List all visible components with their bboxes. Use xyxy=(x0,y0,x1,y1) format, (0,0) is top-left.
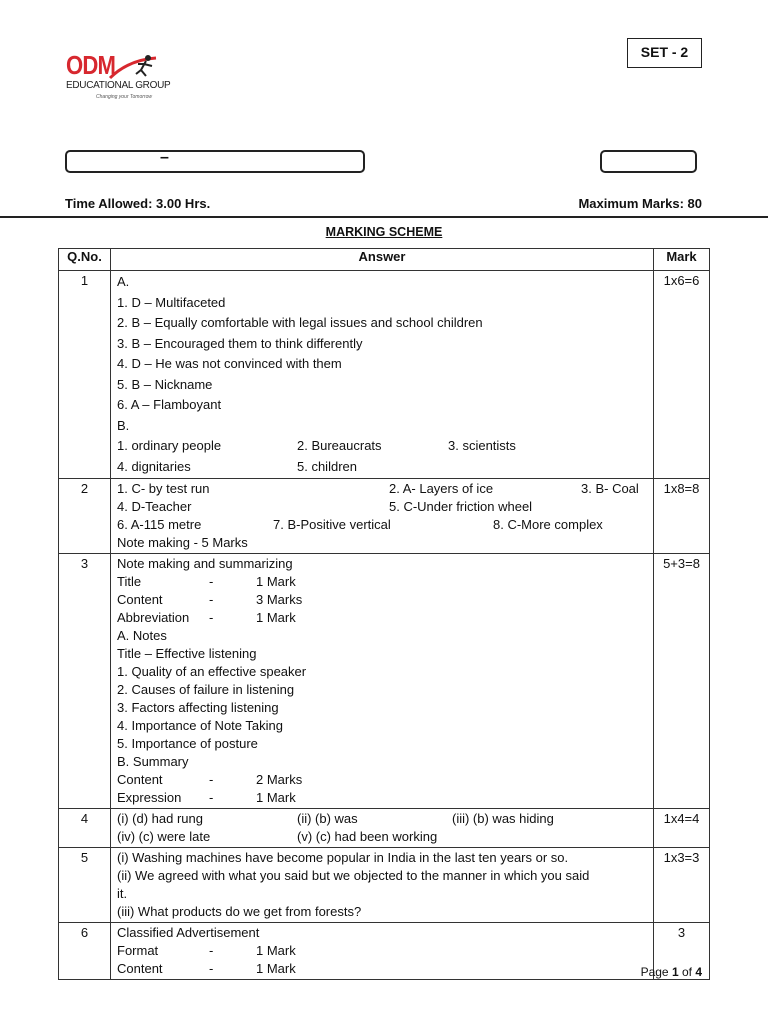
answer-cell xyxy=(111,271,654,479)
marks-dash: - xyxy=(209,772,214,787)
header-answer: Answer xyxy=(111,249,654,271)
marks-dash: - xyxy=(209,943,214,958)
answer-line xyxy=(117,828,647,846)
qno-cell: 2 xyxy=(59,479,111,554)
marks-value: 1 Mark xyxy=(256,943,296,958)
mark-cell: 5+3=8 xyxy=(654,554,710,809)
marks-label: Content xyxy=(117,592,163,607)
marks-value: 1 Mark xyxy=(256,790,296,805)
marks-dash: - xyxy=(209,961,214,976)
marks-dash: - xyxy=(209,610,214,625)
marks-label: Content xyxy=(117,772,163,787)
answer-item: (i) (d) had rung xyxy=(117,811,203,826)
answer-line xyxy=(117,436,647,457)
subject-box xyxy=(65,150,365,173)
qno-cell: 6 xyxy=(59,923,111,980)
marks-line xyxy=(117,942,647,960)
mark-cell: 1x3=3 xyxy=(654,848,710,923)
marks-value: 3 Marks xyxy=(256,592,303,607)
page-current: 1 xyxy=(671,965,679,979)
qno-cell: 3 xyxy=(59,554,111,809)
table-row xyxy=(59,479,710,554)
marks-label: Content xyxy=(117,961,163,976)
answer-line xyxy=(117,480,647,498)
maximum-marks: Maximum Marks: 80 xyxy=(578,196,702,211)
answer-line: B. xyxy=(117,417,130,433)
answer-line: (iii) What products do we get from forests? xyxy=(117,904,362,919)
marks-value: 1 Mark xyxy=(256,610,296,625)
mark-cell: 1x6=6 xyxy=(654,271,710,479)
answer-item: 7. B-Positive vertical xyxy=(273,517,391,532)
runner-logo-icon xyxy=(108,52,160,82)
table-row xyxy=(59,554,710,809)
page-number xyxy=(641,965,702,979)
answer-item: 2. A- Layers of ice xyxy=(389,481,494,496)
answer-line: it. xyxy=(117,886,128,901)
marks-line xyxy=(117,609,647,627)
qno-cell: 4 xyxy=(59,809,111,848)
answer-line: 4. Importance of Note Taking xyxy=(117,718,283,733)
answer-cell xyxy=(111,809,654,848)
answer-line xyxy=(117,516,647,534)
answer-line: 1. Quality of an effective speaker xyxy=(117,664,307,679)
answer-line: A. Notes xyxy=(117,628,167,643)
answer-line: A. xyxy=(117,274,130,289)
answer-line: 1. D – Multifaceted xyxy=(117,294,226,310)
header-mark: Mark xyxy=(654,249,710,271)
answer-line: 4. D – He was not convinced with them xyxy=(117,356,342,371)
answer-line: Note making - 5 Marks xyxy=(117,535,248,550)
table-row xyxy=(59,271,710,479)
page-prefix: Page xyxy=(640,965,672,979)
divider xyxy=(0,216,768,218)
answer-line: 2. B – Equally comfortable with legal issues and school children xyxy=(117,315,483,330)
marks-label: Expression xyxy=(117,790,182,805)
qno-cell: 1 xyxy=(59,271,111,479)
answer-cell xyxy=(111,479,654,554)
marks-label: Abbreviation xyxy=(117,610,190,625)
answer-item: 1. C- by test run xyxy=(117,481,210,496)
marks-line xyxy=(117,960,647,978)
answer-item: 3. B- Coal xyxy=(581,481,639,496)
mark-cell: 1x8=8 xyxy=(654,479,710,554)
table-row xyxy=(59,848,710,923)
table-row xyxy=(59,923,710,980)
answer-item: 6. A-115 metre xyxy=(117,517,202,532)
answer-item: (iii) (b) was hiding xyxy=(452,811,554,826)
answer-item: 2. Bureaucrats xyxy=(297,438,382,453)
mark-cell: 1x4=4 xyxy=(654,809,710,848)
answer-line: 5. Importance of posture xyxy=(117,736,258,751)
marks-dash: - xyxy=(209,790,214,805)
answer-line: 2. Causes of failure in listening xyxy=(117,682,295,697)
qno-cell: 5 xyxy=(59,848,111,923)
answer-item: (v) (c) had been working xyxy=(297,829,438,844)
time-allowed: Time Allowed: 3.00 Hrs. xyxy=(65,196,211,211)
answer-item: 4. dignitaries xyxy=(117,458,191,474)
answer-line: (i) Washing machines have become popular in India in the last ten years or so. xyxy=(117,850,569,865)
marks-line xyxy=(117,573,647,591)
answer-line: B. Summary xyxy=(117,754,189,769)
logo-text: ODM xyxy=(66,50,116,80)
answer-item: 8. C-More complex xyxy=(493,517,603,532)
marks-dash: - xyxy=(209,574,214,589)
table-header-row xyxy=(59,249,710,271)
answer-line: Classified Advertisement xyxy=(117,925,260,940)
answer-line xyxy=(117,457,647,478)
answer-line: Title – Effective listening xyxy=(117,646,257,661)
answer-item: 1. ordinary people xyxy=(117,438,222,453)
header-qno: Q.No. xyxy=(59,249,111,271)
answer-line: Note making and summarizing xyxy=(117,556,293,571)
page-title: MARKING SCHEME xyxy=(325,225,443,239)
set-label: SET - 2 xyxy=(627,38,702,68)
answer-line: 5. B – Nickname xyxy=(117,376,213,392)
marks-dash: - xyxy=(209,592,214,607)
marking-table xyxy=(58,248,710,980)
table-row xyxy=(59,809,710,848)
marks-value: 1 Mark xyxy=(256,574,296,589)
page-total: 4 xyxy=(695,965,702,979)
subject-dash: – xyxy=(160,149,169,166)
marks-label: Format xyxy=(117,943,159,958)
answer-line: 3. Factors affecting listening xyxy=(117,700,279,715)
answer-item: 5. children xyxy=(297,458,357,474)
answer-item: 5. C-Under friction wheel xyxy=(389,499,533,514)
marks-value: 1 Mark xyxy=(256,961,296,976)
answer-line xyxy=(117,498,647,516)
answer-cell xyxy=(111,848,654,923)
class-box xyxy=(600,150,697,173)
answer-cell xyxy=(111,923,654,980)
marks-value: 2 Marks xyxy=(256,772,303,787)
answer-item: 3. scientists xyxy=(448,438,516,453)
answer-item: (iv) (c) were late xyxy=(117,829,211,844)
marks-line xyxy=(117,771,647,789)
marks-line xyxy=(117,789,647,807)
answer-line: 6. A – Flamboyant xyxy=(117,397,222,412)
answer-cell xyxy=(111,554,654,809)
answer-line xyxy=(117,810,647,828)
mark-cell: 3 xyxy=(654,923,710,980)
page-of: of xyxy=(678,965,696,979)
logo-subtitle: EDUCATIONAL GROUP xyxy=(66,80,171,91)
answer-item: (ii) (b) was xyxy=(297,811,358,826)
marks-label: Title xyxy=(117,574,142,589)
marks-line xyxy=(117,591,647,609)
answer-line: (ii) We agreed with what you said but we objected to the manner in which you said xyxy=(117,868,590,883)
logo-tagline: Changing your Tomorrow xyxy=(96,94,152,100)
answer-item: 4. D-Teacher xyxy=(117,499,192,514)
answer-line: 3. B – Encouraged them to think differently xyxy=(117,335,363,351)
